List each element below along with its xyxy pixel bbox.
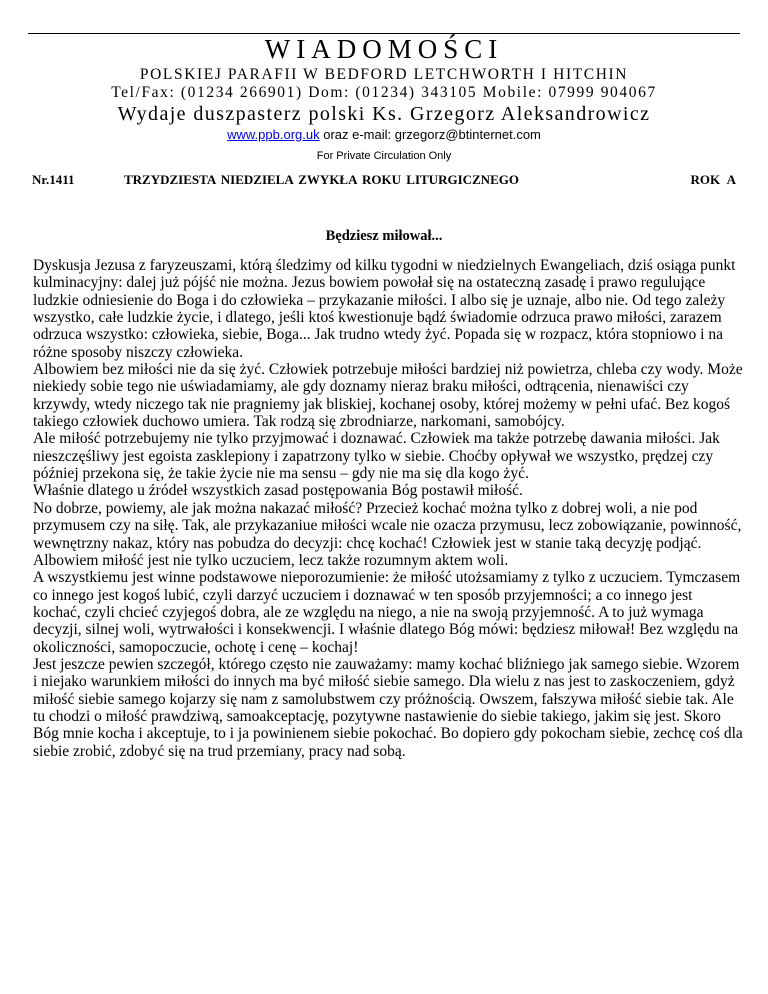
article-paragraph: Właśnie dlatego u źródeł wszystkich zasad postępowania Bóg postawił miłość. (33, 482, 523, 500)
private-circulation-note: For Private Circulation Only (316, 150, 452, 162)
contact-phone-line: Tel/Fax: (01234 266901) Dom: (01234) 343105 Mobile: 07999 904067 (111, 84, 657, 101)
article-body (33, 257, 743, 760)
issue-number: Nr.1411 (32, 172, 75, 187)
masthead (0, 34, 768, 163)
contact-web-line (0, 127, 768, 143)
email-text: oraz e-mail: grzegorz@btinternet.com (319, 127, 541, 142)
newsletter-subtitle: POLSKIEJ PARAFII W BEDFORD LETCHWORTH I HITCHIN (139, 66, 629, 83)
newsletter-title: WIADOMOŚCI (264, 34, 504, 64)
liturgical-sunday: TRZYDZIESTA NIEDZIELA ZWYKŁA ROKU LITURGICZNEGO (124, 172, 519, 187)
website-link[interactable]: www.ppb.org.uk (227, 127, 320, 142)
liturgical-year: ROK A (690, 172, 736, 187)
article-paragraph: No dobrze, powiemy, ale jak można nakazać miłość? Przecież kochać można tylko z dobrej woli, a nie pod przymusem czy na siłę. Tak, ale przykazaniue miłości wcale nie ozacza przymusu, lecz zobowiązanie, powinność, wewnętrzny nakaz, który nas pobudza do decyzji: chcę kochać! Człowiek jest w stanie taką decyzję podjąć. Albowiem miłość jest nie tylko uczuciem, lecz także rozumnym aktem woli. (33, 499, 742, 569)
article-paragraph: Albowiem bez miłości nie da się żyć. Człowiek potrzebuje miłości bardziej niż powietrza, chleba czy wody. Może niekiedy sobie tego nie uświadamiamy, ale gdy doznamy nieraz braku miłości, odtrącenia, nienawiści czy krzywdy, wtedy niczego tak nie pragniemy jak bliskiej, kochanej osoby, której możemy w pełni ufać. Bez kogoś takiego człowiek duchowo umiera. Tak rodzą się zbrodniarze, narkomani, samobójcy. (33, 361, 743, 431)
article-paragraph: Jest jeszcze pewien szczegół, którego często nie zauważamy: mamy kochać bliźniego jak samego siebie. Wzorem i niejako warunkiem miłości do innych ma być miłość siebie samego. Dla wielu z nas jest to zaskoczeniem, gdyż miłość siebie samego kojarzy się nam z samolubstwem czy próżnością. Owszem, fałszywa miłość siebie tak. Ale tu chodzi o miłość prawdziwą, samoakceptację, pozytywne nastawienie do siebie takiego, jakim się jest. Skoro Bóg mnie kocha i akceptuje, to i ja powinienem siebie pokochać. Bo dopiero gdy pokocham siebie, zechcę coś dla siebie zrobić, zdobyć się na trud przemiany, pracy nad sobą. (33, 655, 743, 760)
article-paragraph: Dyskusja Jezusa z faryzeuszami, którą śledzimy od kilku tygodni w niedzielnych Ewangeliach, dziś osiąga punkt kulminacyjny: dalej już pójść nie można. Jezus bowiem powołał się na ostateczną zasadę i prawo regulujące ludzkie odniesienie do Boga i do człowieka – przykazanie miłości. I albo się je uznaje, albo nie. Od tego zależy wszystko, całe ludzkie życie, i dlatego, jeśli ktoś kwestionuje bądź świadomie odrzuca prawo miłości, zarazem odrzuca wszystko: człowieka, siebie, Boga... Jak trudno wtedy żyć. Popada się w rozpacz, która stopniowo i na różne sposoby niszczy człowieka. (33, 257, 736, 361)
publisher-line: Wydaje duszpasterz polski Ks. Grzegorz Aleksandrowicz (117, 103, 651, 125)
article-paragraph: Ale miłość potrzebujemy nie tylko przyjmować i doznawać. Człowiek ma także potrzebę dawania miłości. Jak nieszczęśliwy jest egoista zasklepiony i zapatrzony tylko w siebie. Choćby opływał we wszystko, prędzej czy później przekona się, że takie życie nie ma sensu – gdy nie ma się dla kogo żyć. (33, 430, 720, 483)
issue-info-row (32, 172, 736, 188)
article-title: Będziesz miłował... (325, 228, 443, 244)
article-paragraph: A wszystkiemu jest winne podstawowe nieporozumienie: że miłość utożsamiamy z tylko z uczuciem. Tymczasem co innego jest kogoś lubić, czyli darzyć uczuciem i doznawać w ten sposób przyjemności; a co innego jest kochać, czyli chcieć czyjegoś dobra, ale ze względu na niego, a nie na swoją przyjemność. A to już wymaga decyzji, silnej woli, wytrwałości i konsekwencji. I właśnie dlatego Bóg mówi: będziesz miłował! Bez względu na okoliczności, samopoczucie, ochotę i cenę – kochaj! (33, 569, 741, 656)
